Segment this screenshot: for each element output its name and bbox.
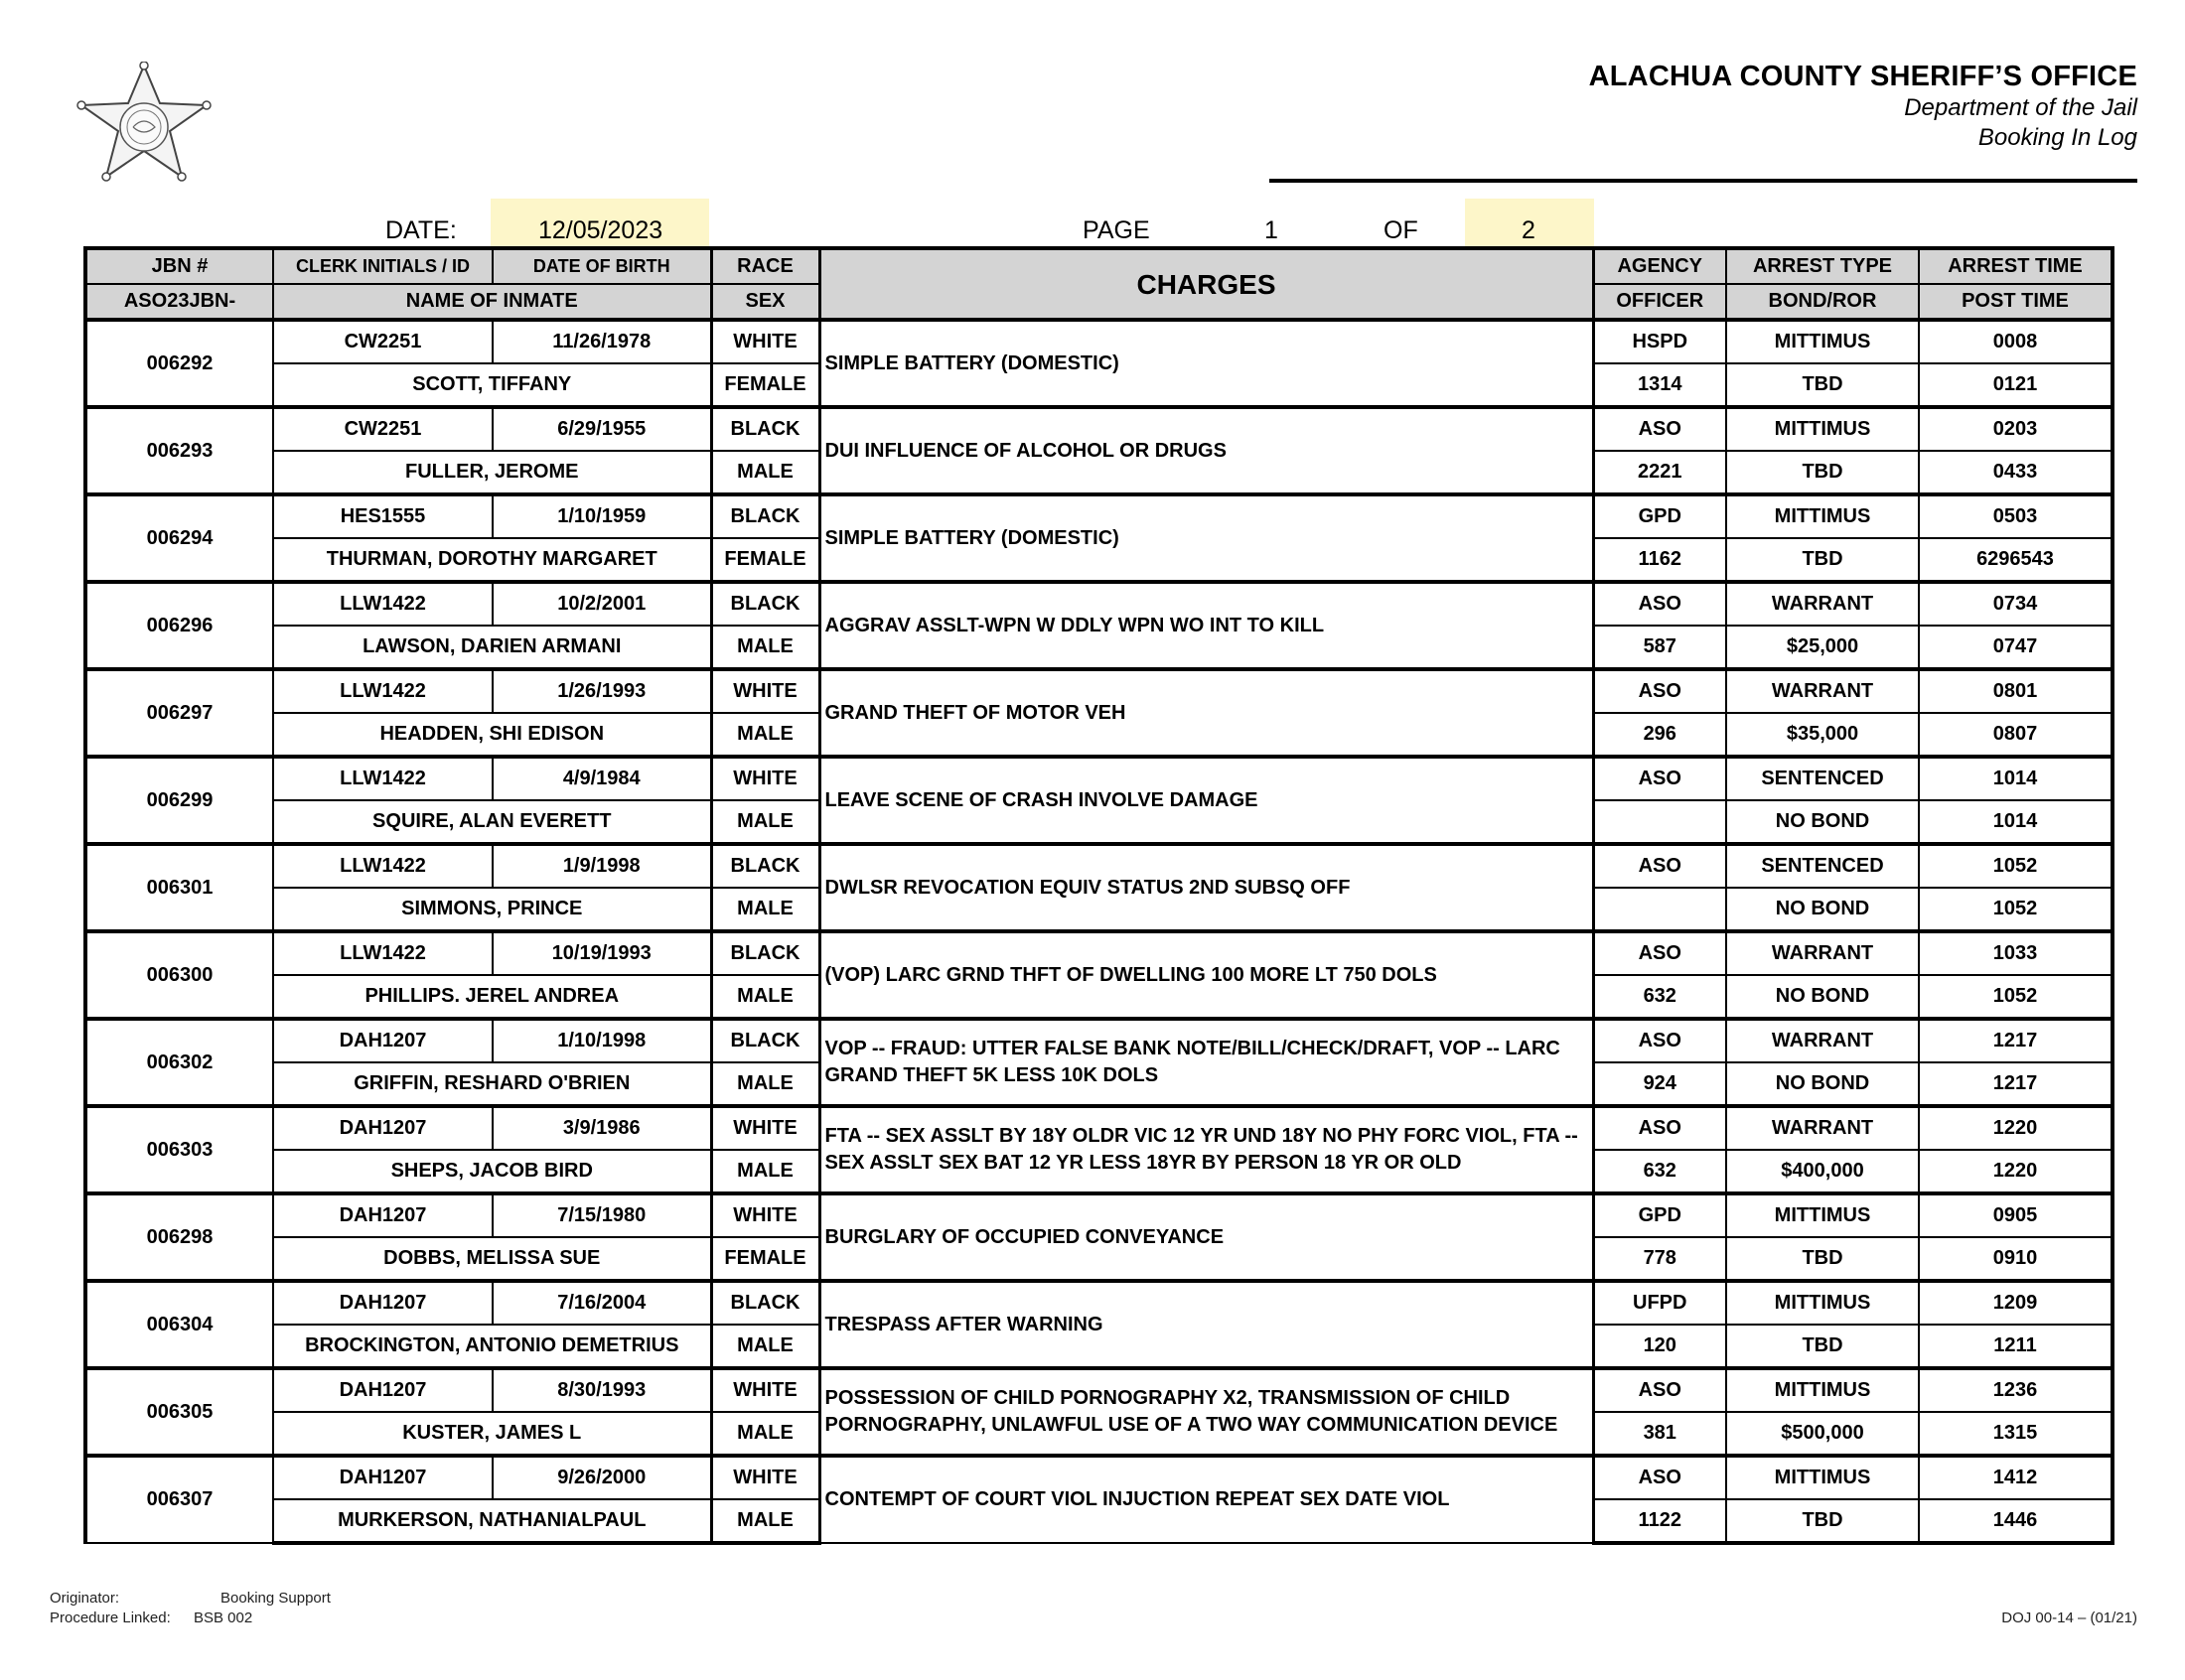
jbn-number: 006299 (85, 757, 273, 844)
arrest-type: MITTIMUS (1726, 1193, 1919, 1237)
clerk-id: CW2251 (273, 320, 493, 363)
jbn-number: 006303 (85, 1106, 273, 1193)
date-of-birth: 3/9/1986 (493, 1106, 711, 1150)
bond: $25,000 (1726, 626, 1919, 669)
record-row-top (85, 494, 2112, 538)
office-header (1589, 60, 2137, 153)
officer: 632 (1593, 975, 1726, 1019)
form-code: DOJ 00-14 – (01/21) (2001, 1610, 2137, 1626)
inmate-name: SIMMONS, PRINCE (273, 888, 711, 931)
jbn-number: 006297 (85, 669, 273, 757)
race: WHITE (711, 669, 819, 713)
agency: ASO (1593, 757, 1726, 800)
clerk-id: DAH1207 (273, 1368, 493, 1412)
charges: GRAND THEFT OF MOTOR VEH (819, 669, 1593, 757)
date-value: 12/05/2023 (538, 216, 663, 244)
charges: SIMPLE BATTERY (DOMESTIC) (819, 494, 1593, 582)
col-name: NAME OF INMATE (273, 284, 711, 320)
inmate-name: SQUIRE, ALAN EVERETT (273, 800, 711, 844)
date-of-birth: 10/19/1993 (493, 931, 711, 975)
date-of-birth: 8/30/1993 (493, 1368, 711, 1412)
post-time: 1052 (1919, 975, 2112, 1019)
agency: GPD (1593, 1193, 1726, 1237)
agency: ASO (1593, 1106, 1726, 1150)
arrest-type: WARRANT (1726, 1019, 1919, 1062)
jbn-number: 006301 (85, 844, 273, 931)
arrest-time: 1217 (1919, 1019, 2112, 1062)
arrest-type: WARRANT (1726, 1106, 1919, 1150)
jbn-number: 006298 (85, 1193, 273, 1281)
officer (1593, 800, 1726, 844)
col-jbn: JBN # (85, 248, 273, 284)
jbn-number: 006293 (85, 407, 273, 494)
inmate-name: MURKERSON, NATHANIALPAUL (273, 1499, 711, 1543)
post-time: 0747 (1919, 626, 2112, 669)
col-bond: BOND/ROR (1726, 284, 1919, 320)
header-divider (1269, 179, 2137, 183)
race: WHITE (711, 1368, 819, 1412)
race: WHITE (711, 1106, 819, 1150)
inmate-name: HEADDEN, SHI EDISON (273, 713, 711, 757)
col-arrest-time: ARREST TIME (1919, 248, 2112, 284)
agency: HSPD (1593, 320, 1726, 363)
date-of-birth: 1/26/1993 (493, 669, 711, 713)
officer: 587 (1593, 626, 1726, 669)
clerk-id: DAH1207 (273, 1019, 493, 1062)
date-of-birth: 9/26/2000 (493, 1456, 711, 1499)
race: WHITE (711, 757, 819, 800)
inmate-name: SCOTT, TIFFANY (273, 363, 711, 407)
arrest-time: 1209 (1919, 1281, 2112, 1325)
race: BLACK (711, 844, 819, 888)
sex: FEMALE (711, 1237, 819, 1281)
clerk-id: CW2251 (273, 407, 493, 451)
office-name: ALACHUA COUNTY SHERIFF’S OFFICE (1588, 61, 2137, 92)
race: WHITE (711, 320, 819, 363)
record-row-top (85, 757, 2112, 800)
bond: TBD (1726, 1499, 1919, 1543)
jbn-number: 006305 (85, 1368, 273, 1456)
inmate-name: THURMAN, DOROTHY MARGARET (273, 538, 711, 582)
post-time: 1052 (1919, 888, 2112, 931)
bond: $400,000 (1726, 1150, 1919, 1193)
col-officer: OFFICER (1593, 284, 1726, 320)
page-number: 1 (1264, 216, 1278, 244)
arrest-type: WARRANT (1726, 931, 1919, 975)
sex: FEMALE (711, 363, 819, 407)
col-arrest-type: ARREST TYPE (1726, 248, 1919, 284)
arrest-time: 0203 (1919, 407, 2112, 451)
officer (1593, 888, 1726, 931)
officer: 2221 (1593, 451, 1726, 494)
post-time: 6296543 (1919, 538, 2112, 582)
charges: FTA -- SEX ASSLT BY 18Y OLDR VIC 12 YR UND 18Y NO PHY FORC VIOL, FTA -- SEX ASSLT SEX BAT 12 YR LESS 18YR BY PERSON 18 YR OR OLD (819, 1106, 1593, 1193)
bond: TBD (1726, 363, 1919, 407)
arrest-time: 1052 (1919, 844, 2112, 888)
arrest-time: 1014 (1919, 757, 2112, 800)
col-clerk: CLERK INITIALS / ID (273, 248, 493, 284)
charges: LEAVE SCENE OF CRASH INVOLVE DAMAGE (819, 757, 1593, 844)
col-dob: DATE OF BIRTH (493, 248, 711, 284)
arrest-type: SENTENCED (1726, 757, 1919, 800)
clerk-id: LLW1422 (273, 844, 493, 888)
officer: 778 (1593, 1237, 1726, 1281)
record-row-top (85, 844, 2112, 888)
bond: NO BOND (1726, 800, 1919, 844)
clerk-id: DAH1207 (273, 1456, 493, 1499)
arrest-time: 0734 (1919, 582, 2112, 626)
bond: TBD (1726, 451, 1919, 494)
officer: 1162 (1593, 538, 1726, 582)
arrest-time: 0905 (1919, 1193, 2112, 1237)
agency: ASO (1593, 1368, 1726, 1412)
arrest-time: 1033 (1919, 931, 2112, 975)
record-row-top (85, 582, 2112, 626)
agency: ASO (1593, 407, 1726, 451)
inmate-name: SHEPS, JACOB BIRD (273, 1150, 711, 1193)
sex: FEMALE (711, 538, 819, 582)
arrest-type: SENTENCED (1726, 844, 1919, 888)
jbn-number: 006292 (85, 320, 273, 407)
bond: TBD (1726, 1237, 1919, 1281)
bond: NO BOND (1726, 888, 1919, 931)
inmate-name: LAWSON, DARIEN ARMANI (273, 626, 711, 669)
sex: MALE (711, 626, 819, 669)
clerk-id: DAH1207 (273, 1106, 493, 1150)
arrest-type: WARRANT (1726, 582, 1919, 626)
charges: DWLSR REVOCATION EQUIV STATUS 2ND SUBSQ OFF (819, 844, 1593, 931)
originator-value: Booking Support (220, 1590, 331, 1607)
col-jbn-prefix: ASO23JBN- (85, 284, 273, 320)
record-row-top (85, 1368, 2112, 1412)
agency: UFPD (1593, 1281, 1726, 1325)
record-row-top (85, 669, 2112, 713)
arrest-time: 0801 (1919, 669, 2112, 713)
charges: SIMPLE BATTERY (DOMESTIC) (819, 320, 1593, 407)
record-row-top (85, 320, 2112, 363)
originator-label: Originator: (50, 1590, 120, 1607)
agency: ASO (1593, 669, 1726, 713)
race: BLACK (711, 1281, 819, 1325)
officer: 1314 (1593, 363, 1726, 407)
bond: $35,000 (1726, 713, 1919, 757)
clerk-id: DAH1207 (273, 1281, 493, 1325)
post-time: 0807 (1919, 713, 2112, 757)
record-row-top (85, 1019, 2112, 1062)
date-of-birth: 6/29/1955 (493, 407, 711, 451)
agency: ASO (1593, 931, 1726, 975)
record-row-top (85, 1281, 2112, 1325)
charges: BURGLARY OF OCCUPIED CONVEYANCE (819, 1193, 1593, 1281)
arrest-time: 0008 (1919, 320, 2112, 363)
of-label: OF (1384, 216, 1418, 244)
charges: TRESPASS AFTER WARNING (819, 1281, 1593, 1368)
agency: ASO (1593, 1456, 1726, 1499)
clerk-id: LLW1422 (273, 757, 493, 800)
clerk-id: LLW1422 (273, 582, 493, 626)
race: BLACK (711, 494, 819, 538)
arrest-type: MITTIMUS (1726, 494, 1919, 538)
charges: (VOP) LARC GRND THFT OF DWELLING 100 MORE LT 750 DOLS (819, 931, 1593, 1019)
arrest-time: 1412 (1919, 1456, 2112, 1499)
inmate-name: FULLER, JEROME (273, 451, 711, 494)
charges: AGGRAV ASSLT-WPN W DDLY WPN WO INT TO KILL (819, 582, 1593, 669)
department-name: Department of the Jail (1904, 94, 2137, 121)
post-time: 1315 (1919, 1412, 2112, 1456)
inmate-name: BROCKINGTON, ANTONIO DEMETRIUS (273, 1325, 711, 1368)
agency: ASO (1593, 1019, 1726, 1062)
booking-log-table (83, 246, 2114, 1545)
arrest-type: MITTIMUS (1726, 1368, 1919, 1412)
officer: 924 (1593, 1062, 1726, 1106)
record-row-top (85, 1106, 2112, 1150)
arrest-time: 0503 (1919, 494, 2112, 538)
header-row-1 (85, 248, 2112, 284)
col-agency: AGENCY (1593, 248, 1726, 284)
charges: VOP -- FRAUD: UTTER FALSE BANK NOTE/BILL/CHECK/DRAFT, VOP -- LARC GRAND THEFT 5K LESS 10K DOLS (819, 1019, 1593, 1106)
jbn-number: 006304 (85, 1281, 273, 1368)
clerk-id: LLW1422 (273, 669, 493, 713)
inmate-name: DOBBS, MELISSA SUE (273, 1237, 711, 1281)
jbn-number: 006302 (85, 1019, 273, 1106)
procedure-value: BSB 002 (194, 1610, 253, 1626)
sex: MALE (711, 1412, 819, 1456)
date-of-birth: 1/10/1998 (493, 1019, 711, 1062)
charges: DUI INFLUENCE OF ALCOHOL OR DRUGS (819, 407, 1593, 494)
post-time: 1446 (1919, 1499, 2112, 1543)
jbn-number: 006296 (85, 582, 273, 669)
log-title: Booking In Log (1977, 124, 2137, 151)
arrest-time: 1236 (1919, 1368, 2112, 1412)
col-race: RACE (711, 248, 819, 284)
post-time: 0121 (1919, 363, 2112, 407)
clerk-id: HES1555 (273, 494, 493, 538)
arrest-type: MITTIMUS (1726, 1281, 1919, 1325)
race: BLACK (711, 931, 819, 975)
sheriff-star-badge-icon (70, 62, 218, 185)
officer: 1122 (1593, 1499, 1726, 1543)
sex: MALE (711, 800, 819, 844)
post-time: 1220 (1919, 1150, 2112, 1193)
date-of-birth: 7/15/1980 (493, 1193, 711, 1237)
officer: 632 (1593, 1150, 1726, 1193)
bond: TBD (1726, 538, 1919, 582)
sex: MALE (711, 888, 819, 931)
arrest-time: 1220 (1919, 1106, 2112, 1150)
booking-records (85, 320, 2112, 1543)
post-time: 1217 (1919, 1062, 2112, 1106)
record-row-top (85, 407, 2112, 451)
bond: $500,000 (1726, 1412, 1919, 1456)
arrest-type: MITTIMUS (1726, 407, 1919, 451)
sex: MALE (711, 1062, 819, 1106)
race: WHITE (711, 1456, 819, 1499)
clerk-id: LLW1422 (273, 931, 493, 975)
date-of-birth: 4/9/1984 (493, 757, 711, 800)
bond: NO BOND (1726, 975, 1919, 1019)
jbn-number: 006307 (85, 1456, 273, 1543)
col-charges: CHARGES (819, 248, 1593, 320)
col-sex: SEX (711, 284, 819, 320)
post-time: 1014 (1919, 800, 2112, 844)
officer: 381 (1593, 1412, 1726, 1456)
date-of-birth: 7/16/2004 (493, 1281, 711, 1325)
inmate-name: KUSTER, JAMES L (273, 1412, 711, 1456)
post-time: 0433 (1919, 451, 2112, 494)
race: WHITE (711, 1193, 819, 1237)
bond: TBD (1726, 1325, 1919, 1368)
agency: GPD (1593, 494, 1726, 538)
officer: 120 (1593, 1325, 1726, 1368)
jbn-number: 006300 (85, 931, 273, 1019)
record-row-top (85, 931, 2112, 975)
procedure-label: Procedure Linked: (50, 1610, 171, 1626)
charges: CONTEMPT OF COURT VIOL INJUCTION REPEAT SEX DATE VIOL (819, 1456, 1593, 1543)
sex: MALE (711, 713, 819, 757)
page-total: 2 (1522, 216, 1535, 244)
col-post-time: POST TIME (1919, 284, 2112, 320)
race: BLACK (711, 1019, 819, 1062)
sex: MALE (711, 1325, 819, 1368)
bond: NO BOND (1726, 1062, 1919, 1106)
race: BLACK (711, 407, 819, 451)
date-of-birth: 1/9/1998 (493, 844, 711, 888)
sex: MALE (711, 1150, 819, 1193)
race: BLACK (711, 582, 819, 626)
sex: MALE (711, 975, 819, 1019)
agency: ASO (1593, 844, 1726, 888)
date-of-birth: 10/2/2001 (493, 582, 711, 626)
post-time: 1211 (1919, 1325, 2112, 1368)
agency: ASO (1593, 582, 1726, 626)
jbn-number: 006294 (85, 494, 273, 582)
date-label: DATE: (385, 216, 457, 244)
sex: MALE (711, 451, 819, 494)
post-time: 0910 (1919, 1237, 2112, 1281)
date-of-birth: 1/10/1959 (493, 494, 711, 538)
record-row-top (85, 1456, 2112, 1499)
officer: 296 (1593, 713, 1726, 757)
charges: POSSESSION OF CHILD PORNOGRAPHY X2, TRANSMISSION OF CHILD PORNOGRAPHY, UNLAWFUL USE OF A TWO WAY COMMUNICATION DEVICE (819, 1368, 1593, 1456)
inmate-name: GRIFFIN, RESHARD O'BRIEN (273, 1062, 711, 1106)
clerk-id: DAH1207 (273, 1193, 493, 1237)
arrest-type: MITTIMUS (1726, 320, 1919, 363)
record-row-top (85, 1193, 2112, 1237)
inmate-name: PHILLIPS. JEREL ANDREA (273, 975, 711, 1019)
arrest-type: WARRANT (1726, 669, 1919, 713)
date-of-birth: 11/26/1978 (493, 320, 711, 363)
sex: MALE (711, 1499, 819, 1543)
page-label: PAGE (1083, 216, 1150, 244)
arrest-type: MITTIMUS (1726, 1456, 1919, 1499)
